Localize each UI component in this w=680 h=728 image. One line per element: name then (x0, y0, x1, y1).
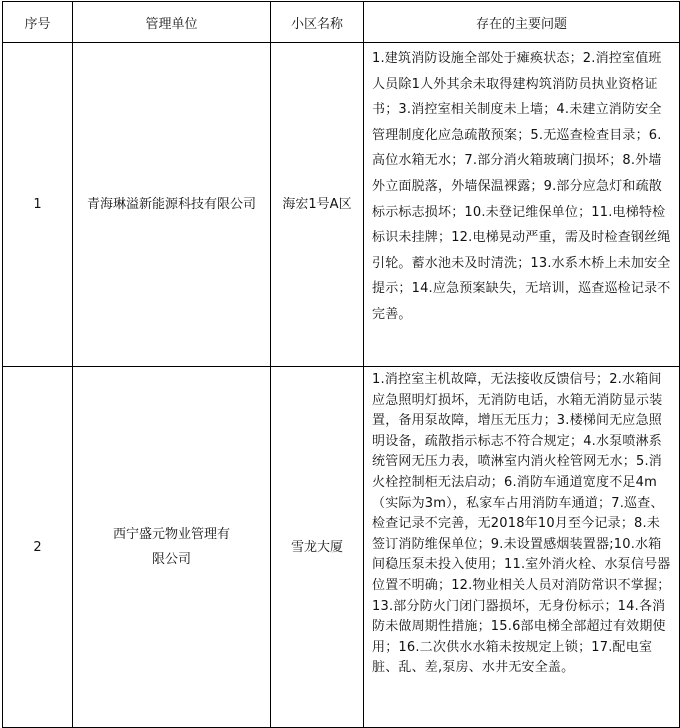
row-management-unit (73, 43, 271, 367)
row-management-unit (73, 367, 271, 728)
row-community-name: 雪龙大厦 (271, 367, 364, 728)
row-index: 1 (3, 43, 73, 367)
management-unit-text: 西宁盛元物业管理有限公司 (112, 527, 230, 567)
row-issues: 1.建筑消防设施全部处于瘫痪状态；2.消控室值班人员除1人外其余未取得建构筑消防员执业资格证书；3.消控室相关制度未上墙；4.未建立消防安全管理制度化应急疏散预案；5.无巡查检查目录；6.高位水箱无水；7.部分消火箱玻璃门损坏；8.外墙外立面脱落，外墙保温裸露；9.部分应急灯和疏散标示标志损坏；10.未登记维保单位；11.电梯特检标识未挂牌；12.电梯晃动严重，需及时检查钢丝绳引轮。蓄水池未及时清洗；13.水系木桥上未加安全提示；14.应急预案缺失，无培训，巡查巡检记录不完善。 (364, 43, 680, 367)
row-community-name: 海宏1号A区 (271, 43, 364, 367)
table-header-row (3, 2, 680, 43)
management-unit-text: 青海琳溢新能源科技有限公司 (86, 197, 256, 212)
header-index: 序号 (3, 2, 73, 43)
row-index: 2 (3, 367, 73, 728)
table-row (3, 43, 680, 367)
table-row (3, 367, 680, 728)
header-community-name: 小区名称 (271, 2, 364, 43)
row-issues: 1.消控室主机故障，无法接收反馈信号；2.水箱间应急照明灯损坏，无消防电话，水箱无消防显示装置，备用泵故障，增压无压力；3.楼梯间无应急照明设备，疏散指示标志不符合规定；4.水泵喷淋系统管网无压力表，喷淋室内消火栓管网无水；5.消火栓控制柜无法启动；6.消防车通道宽度不足4m（实际为3m），私家车占用消防车通道；7.巡查、检查记录不完善，无2018年10月至今记录；8.未签订消防维保单位；9.未设置感烟装置器;10.水箱间稳压泵未投入使用；11.室外消火栓、水泵信号器位置不明确；12.物业相关人员对消防常识不掌握；13.部分防火门闭门器损坏，无身份标示；14.各消防未做周期性措施；15.6部电梯全部超过有效期使用；16.二次供水水箱未按规定上锁；17.配电室脏、乱、差,泵房、水井无安全盖。 (364, 367, 680, 728)
fire-safety-issues-table (2, 1, 680, 728)
header-main-issues: 存在的主要问题 (364, 2, 680, 43)
header-management-unit: 管理单位 (73, 2, 271, 43)
